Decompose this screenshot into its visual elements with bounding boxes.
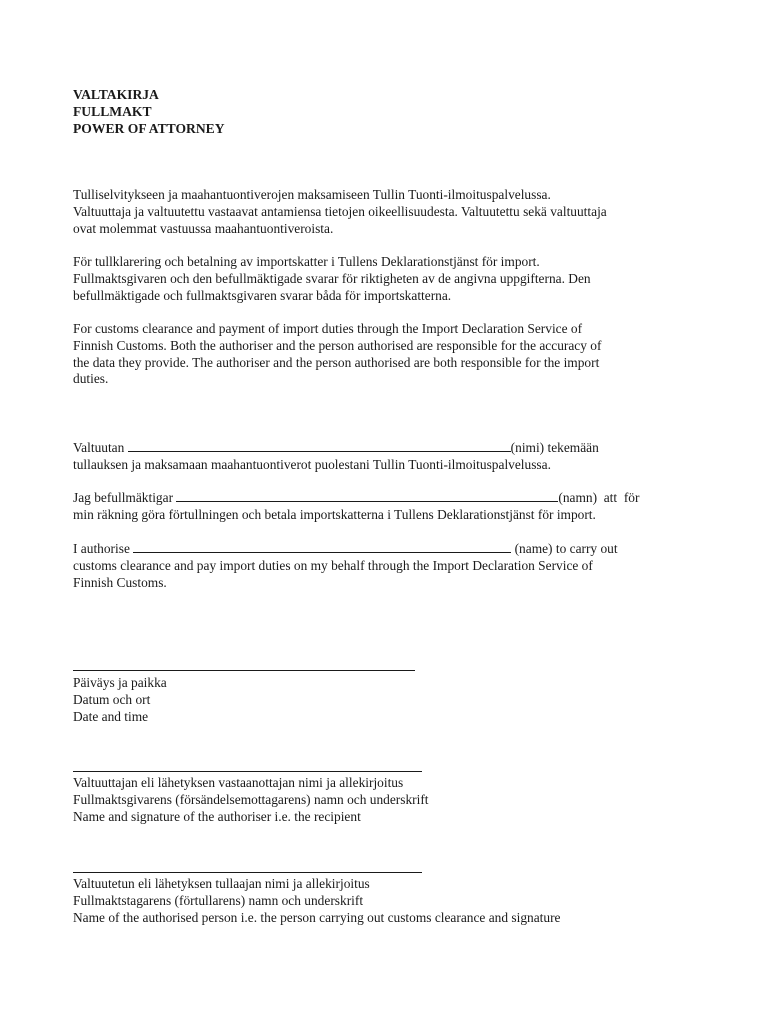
authorisation-en-line3: Finnish Customs.: [73, 574, 167, 590]
authorised-name-field-fi[interactable]: [128, 439, 511, 452]
authorisation-english: [73, 540, 703, 591]
authorisation-en-line2: customs clearance and pay import duties on my behalf through the Import Declaration Service of: [73, 557, 593, 573]
authorised-name-field-en[interactable]: [133, 540, 511, 553]
authorisation-fi-line2: tullauksen ja maksamaan maahantuontiverot puolestani Tullin Tuonti-ilmoituspalvelussa.: [73, 456, 551, 472]
authorised-signature-field[interactable]: [73, 872, 422, 873]
authoriser-signature-labels: Valtuuttajan eli lähetyksen vastaanottajan nimi ja allekirjoitus Fullmaktsgivarens (försändelsemottagarens) namn och underskrift Name and signature of the authoriser i.e. the recipient: [73, 775, 429, 824]
intro-finnish: Tulliselvitykseen ja maahantuontiverojen maksamiseen Tullin Tuonti-ilmoituspalvelussa. Valtuuttaja ja valtuutettu vastaavat antamiensa tietojen oikeellisuudesta. Valtuutettu sekä valtuuttaja ovat molemmat vastuussa maahantuontiveroista.: [73, 187, 607, 236]
intro-swedish: För tullklarering och betalning av importskatter i Tullens Deklarationstjänst för import. Fullmaktsgivaren och den befullmäktigade svarar för riktigheten av de angivna uppgifterna. Den befullmäktigade och fullmaktsgivaren svarar båda för importskatterna.: [73, 254, 591, 303]
authorised-signature-labels: Valtuutetun eli lähetyksen tullaajan nimi ja allekirjoitus Fullmaktstagarens (förtullarens) namn och underskrift Name of the authorised person i.e. the person carrying out customs clearance and signature: [73, 876, 561, 925]
title-english: POWER OF ATTORNEY: [73, 121, 225, 136]
document-title: [73, 86, 225, 137]
title-finnish: VALTAKIRJA: [73, 87, 159, 102]
authorisation-en-prefix: I authorise: [73, 541, 134, 556]
authorisation-fi-prefix: Valtuutan: [73, 440, 128, 455]
authorisation-sv-prefix: Jag befullmäktigar: [73, 490, 177, 505]
authorised-name-field-sv[interactable]: [176, 489, 558, 502]
authorisation-swedish: [73, 489, 703, 524]
date-place-labels: Päiväys ja paikka Datum och ort Date and time: [73, 675, 167, 724]
authorisation-sv-suffix: (namn) att för: [558, 490, 640, 505]
date-place-field[interactable]: [73, 670, 415, 671]
authorisation-en-suffix: (name) to carry out: [511, 541, 618, 556]
authorisation-finnish: [73, 439, 703, 474]
title-swedish: FULLMAKT: [73, 104, 152, 119]
intro-english: For customs clearance and payment of import duties through the Import Declaration Service of Finnish Customs. Both the authoriser and the person authorised are responsible for the accuracy of the data they provide. The authoriser and the person authorised are both responsible for the import duties.: [73, 321, 602, 387]
authorisation-sv-line2: min räkning göra förtullningen och betala importskatterna i Tullens Deklarationstjänst för import.: [73, 506, 596, 522]
authoriser-signature-field[interactable]: [73, 771, 422, 772]
authorisation-fi-suffix: (nimi) tekemään: [510, 440, 599, 455]
